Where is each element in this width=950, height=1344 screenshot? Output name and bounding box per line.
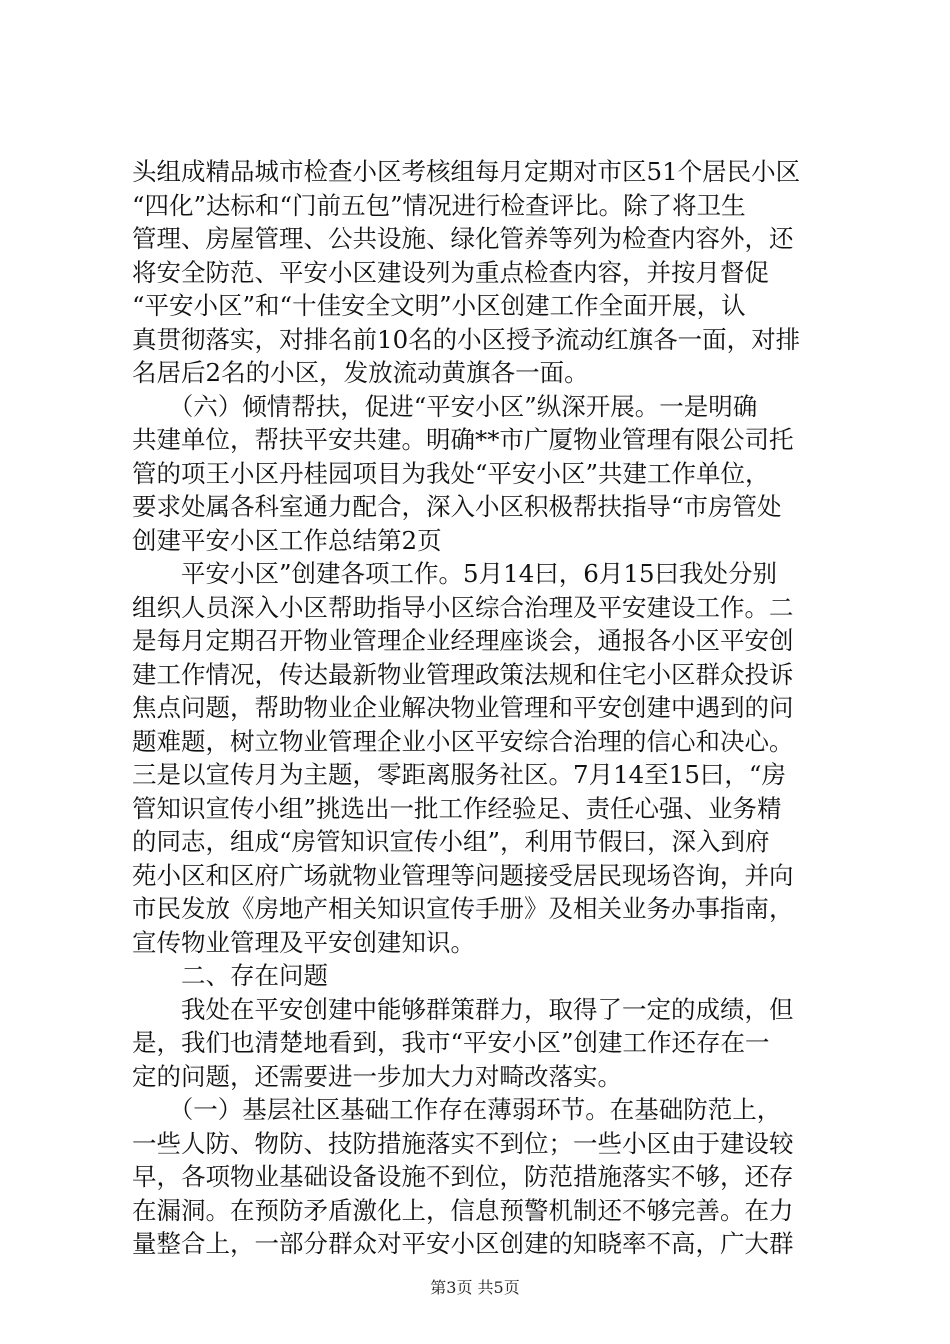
text-line: 早，各项物业基础设备设施不到位，防范措施落实不够，还存	[132, 1162, 794, 1191]
text-line: 定的问题，还需要进一步加大力对畸改落实。	[132, 1061, 622, 1091]
text-line: 要求处属各科室通力配合，深入小区积极帮扶指导“市房管处	[132, 492, 782, 521]
text-line: 量整合上，一部分群众对平安小区创建的知晓率不高，广大群	[132, 1229, 794, 1258]
text-line: 市民发放《房地产相关知识宣传手册》及相关业务办事指南，	[132, 894, 794, 923]
text-line: 在漏洞。在预防矛盾激化上，信息预警机制还不够完善。在力	[132, 1195, 794, 1225]
text-line: “平安小区”和“十佳安全文明”小区创建工作全面开展，认	[132, 291, 746, 320]
text-line: 真贯彻落实，对排名前10名的小区授予流动红旗各一面，对排	[132, 324, 801, 354]
page-number-label: 第3页 共5页	[430, 1278, 520, 1297]
text-line: 共建单位，帮扶平安共建。明确**市广厦物业管理有限公司托	[132, 425, 794, 454]
text-line: 题难题，树立物业管理企业小区平安综合治理的信心和决心。	[132, 726, 794, 756]
text-line: 平安小区”创建各项工作。5月14曰，6月15曰我处分别	[132, 559, 778, 588]
text-line: （一）基层社区基础工作存在薄弱环节。在基础防范上，	[132, 1095, 782, 1124]
text-line: （六）倾情帮扶，促进“平安小区”纵深开展。一是明确	[132, 391, 758, 421]
text-line: 宣传物业管理及平安创建知识。	[132, 927, 475, 957]
text-line: 的同志，组成“房管知识宣传小组”，利用节假曰，深入到府	[132, 827, 770, 856]
text-line: 三是以宣传月为主题，零距离服务社区。7月14至15曰，“房	[132, 760, 786, 789]
text-line: 是，我们也清楚地看到，我市“平安小区”创建工作还存在一	[132, 1028, 770, 1057]
text-line: 管知识宣传小组”挑选出一批工作经验足、责任心强、业务精	[132, 793, 782, 823]
text-line: 头组成精品城市检查小区考核组每月定期对市区51个居民小区	[132, 157, 801, 186]
text-line: 我处在平安创建中能够群策群力，取得了一定的成绩，但	[132, 994, 794, 1024]
text-line: 名居后2名的小区，发放流动黄旗各一面。	[132, 358, 589, 387]
page-footer	[0, 1278, 950, 1298]
text-line: 焦点问题，帮助物业企业解决物业管理和平安创建中遇到的问	[132, 693, 794, 722]
text-line: 管的项王小区丹桂园项目为我处“平安小区”共建工作单位，	[132, 458, 770, 488]
text-line: 管理、房屋管理、公共设施、绿化管养等列为检查内容外，还	[132, 224, 794, 253]
text-line: 将安全防范、平安小区建设列为重点检查内容，并按月督促	[132, 257, 769, 287]
text-line: 是每月定期召开物业管理企业经理座谈会，通报各小区平安创	[132, 626, 794, 655]
text-line: 苑小区和区府广场就物业管理等问题接受居民现场咨询，并向	[132, 860, 794, 890]
text-line: 一些人防、物防、技防措施落实不到位；一些小区由于建设较	[132, 1128, 794, 1158]
text-line: 创建平安小区工作总结第2页	[132, 525, 442, 555]
section-heading: 二、存在问题	[132, 961, 328, 990]
text-line: 建工作情况，传达最新物业管理政策法规和住宅小区群众投诉	[132, 659, 794, 689]
document-body	[132, 155, 852, 1261]
text-line: 组织人员深入小区帮助指导小区综合治理及平安建设工作。二	[132, 592, 794, 622]
text-line: “四化”达标和“门前五包”情况进行检查评比。除了将卫生	[132, 190, 746, 220]
